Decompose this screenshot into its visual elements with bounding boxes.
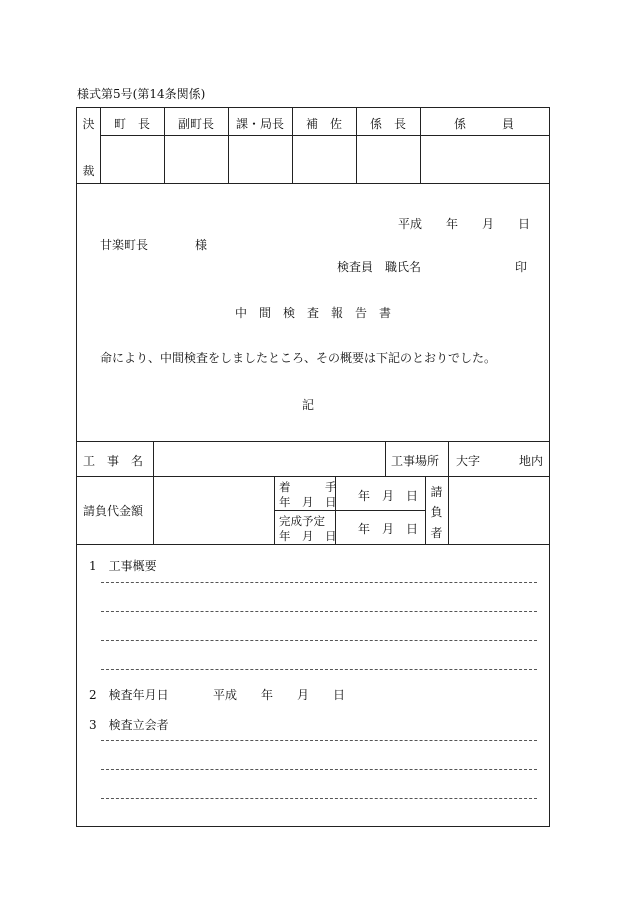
overview-line-2: [101, 611, 537, 612]
report-body-text: 命により、中間検査をしましたところ、その概要は下記のとおりでした。: [100, 351, 497, 365]
report-date: 平成 年 月 日: [398, 217, 531, 231]
work-place-chinai: 地内: [519, 454, 544, 468]
witness-line-1: [101, 740, 537, 741]
overview-line-3: [101, 640, 537, 641]
work-place-oaza: 大字: [456, 454, 481, 468]
contractor-char-2: 負: [430, 505, 443, 519]
item-inspection-date: 2 検査年月日: [89, 688, 169, 702]
approval-header-mayor: 町 長: [113, 117, 150, 131]
overview-line-4: [101, 669, 537, 670]
approval-side-top: 決: [82, 117, 95, 131]
contract-amount-label: 請負代金額: [83, 504, 144, 518]
witness-line-2: [101, 769, 537, 770]
work-name-label: 工 事 名: [83, 454, 144, 468]
document-title: 中 間 検 査 報 告 書: [234, 306, 391, 320]
completion-label-1: 完成予定: [279, 514, 325, 528]
inspector-label: 検査員 職氏名: [337, 260, 422, 274]
ki-marker: 記: [301, 398, 314, 412]
addressee-honorific: 様: [195, 238, 208, 252]
contractor-char-3: 者: [430, 526, 443, 540]
item-work-overview: 1 工事概要: [89, 559, 157, 573]
inspection-date-value: 平成 年 月 日: [213, 688, 346, 702]
work-place-label: 工事場所: [391, 454, 440, 468]
addressee: 甘楽町長: [100, 238, 149, 252]
contractor-char-1: 請: [430, 485, 443, 499]
approval-header-chief-clerk: 係 長: [369, 117, 406, 131]
approval-header-section-chief: 課・局長: [235, 117, 284, 131]
completion-date: 年 月 日: [358, 522, 419, 536]
approval-header-staff: 係 員: [453, 117, 514, 131]
approval-header-deputy-mayor: 副町長: [177, 117, 214, 131]
witness-line-3: [101, 798, 537, 799]
approval-header-assistant: 補 佐: [305, 117, 342, 131]
form-label: 様式第5号(第14条関係): [77, 87, 206, 101]
start-date: 年 月 日: [358, 489, 419, 503]
approval-side-bottom: 裁: [82, 164, 95, 178]
item-witnesses: 3 検査立会者: [89, 718, 169, 732]
start-label-1: 着 手: [279, 480, 337, 494]
overview-line-1: [101, 582, 537, 583]
start-label-2: 年 月 日: [279, 495, 337, 509]
seal-mark: 印: [515, 260, 528, 274]
completion-label-2: 年 月 日: [279, 529, 337, 543]
